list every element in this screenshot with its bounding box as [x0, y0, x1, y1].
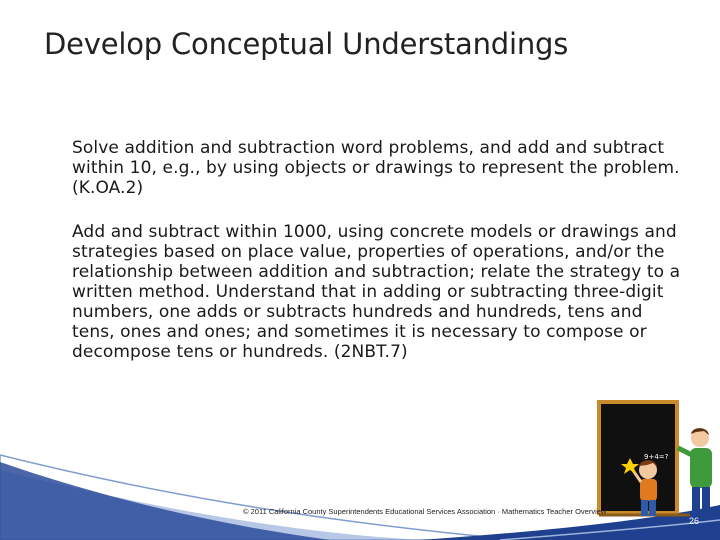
footer-text: © 2011 California County Superintendents Educational Services Association · Mathematics Teacher Overview: [243, 507, 607, 516]
bullet-text: Solve addition and subtraction word problems, and add and subtract within 10, e.g., by using objects or drawings to represent the problem. (K.OA.2): [72, 138, 680, 198]
chalkboard-text: 9+4=?: [644, 453, 669, 461]
slide-title: Develop Conceptual Understandings: [44, 27, 569, 61]
bullet-text: Add and subtract within 1000, using concrete models or drawings and strategies based on place value, properties of operations, and/or the relationship between addition and subtraction; relate the strategy to a written method. Understand that in adding or subtracting three-digit numbers, one adds or subtracts hundreds and hundreds, tens and tens, ones and ones; and sometimes it is necessary to compose or decompose tens or hundreds. (2NBT.7): [72, 222, 681, 362]
page-number: 26: [689, 516, 700, 526]
